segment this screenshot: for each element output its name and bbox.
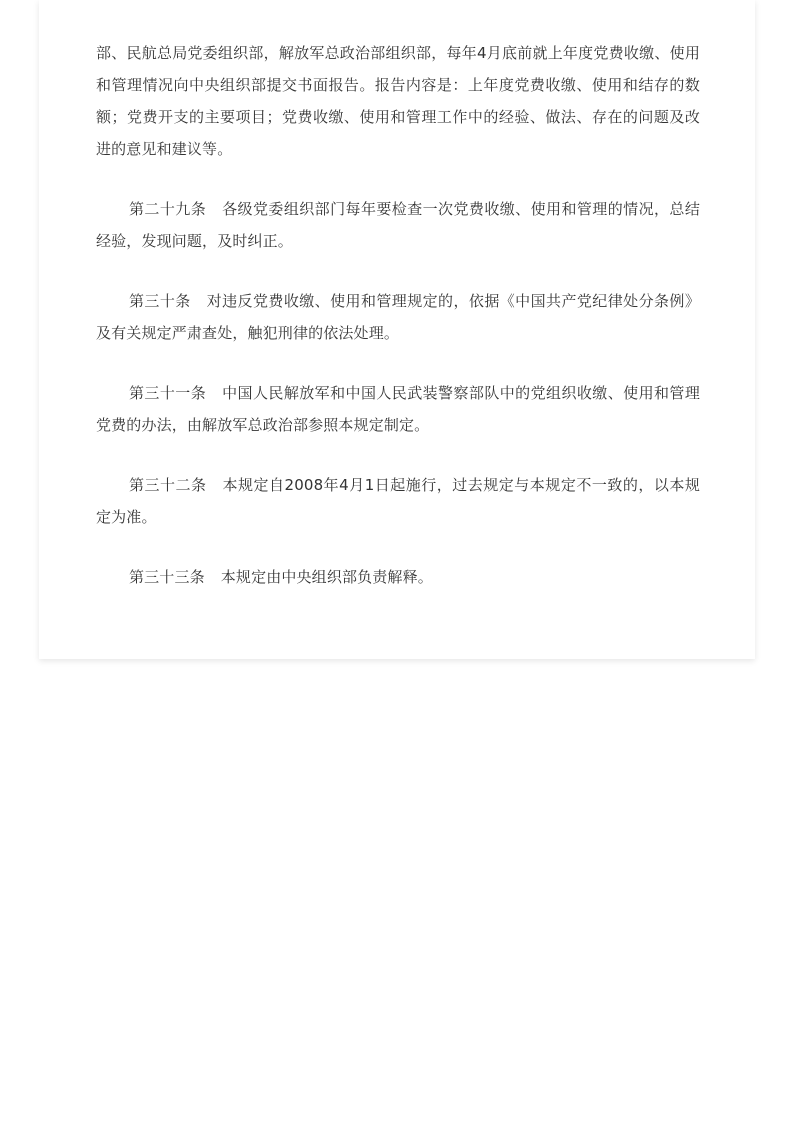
article-number: 第三十一条: [129, 384, 207, 402]
article-33: [96, 561, 700, 593]
article-number: 第二十九条: [129, 200, 207, 218]
article-29: [96, 193, 700, 257]
paragraph-continuation: [96, 37, 700, 165]
article-32: [96, 469, 700, 533]
article-31: [96, 377, 700, 441]
article-number: 第三十条: [129, 292, 191, 310]
article-text: 本规定自2008年4月1日起施行，过去规定与本规定不一致的，以本规定为准。: [96, 476, 700, 526]
document-body: [96, 37, 700, 621]
article-number: 第三十三条: [129, 568, 205, 586]
paragraph-text: 部、民航总局党委组织部，解放军总政治部组织部，每年4月底前就上年度党费收缴、使用和管理情况向中央组织部提交书面报告。报告内容是：上年度党费收缴、使用和结存的数额；党费开支的主要项目；党费收缴、使用和管理工作中的经验、做法、存在的问题及改进的意见和建议等。: [96, 44, 700, 158]
article-30: [96, 285, 700, 349]
document-card: [39, 0, 755, 659]
article-text: 中国人民解放军和中国人民武装警察部队中的党组织收缴、使用和管理党费的办法，由解放军总政治部参照本规定制定。: [96, 384, 700, 434]
article-text: 本规定由中央组织部负责解释。: [220, 568, 433, 586]
article-number: 第三十二条: [129, 476, 207, 494]
article-text: 各级党委组织部门每年要检查一次党费收缴、使用和管理的情况，总结经验，发现问题，及时纠正。: [96, 200, 700, 250]
article-text: 对违反党费收缴、使用和管理规定的，依据《中国共产党纪律处分条例》及有关规定严肃查处，触犯刑律的依法处理。: [96, 292, 700, 342]
